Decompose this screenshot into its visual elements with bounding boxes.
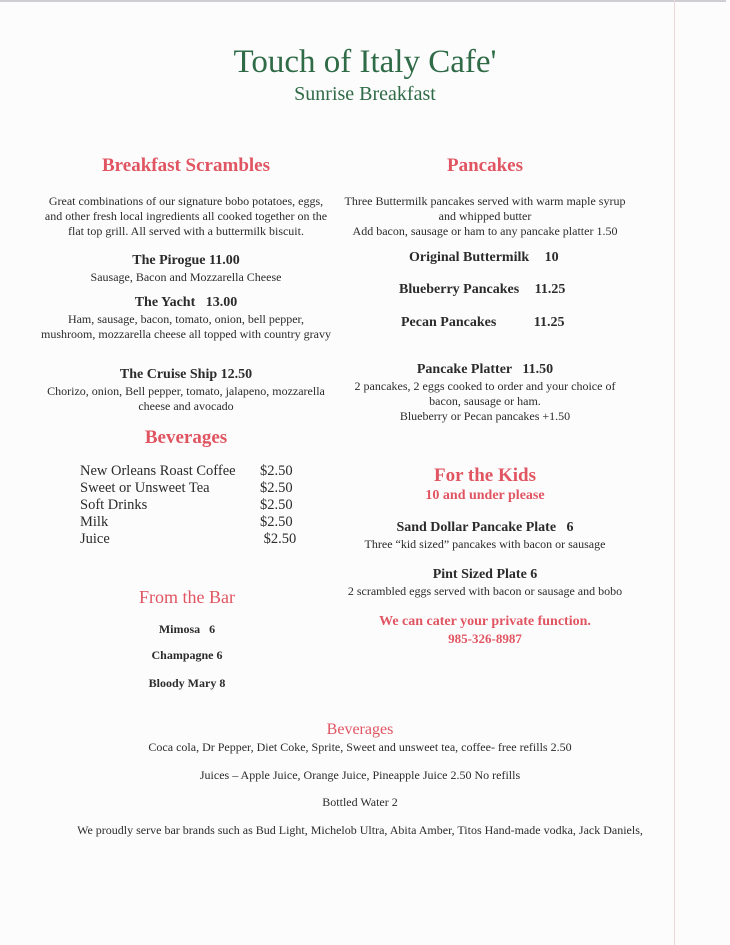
beverage-price: $2.50 (260, 531, 297, 547)
bar-item-mimosa: Mimosa 6 (158, 622, 216, 636)
beverage-row (80, 531, 310, 548)
scrambles-intro (30, 194, 342, 239)
bar-item-champagne: Champagne 6 (151, 648, 223, 662)
pancake-item-price: 10 (544, 250, 559, 265)
footer-line-water: Bottled Water 2 (322, 795, 398, 809)
scrambles-intro-line: flat top grill. All served with a buttermilk biscuit. (68, 224, 304, 238)
kids-item-desc: 2 scrambled eggs served with bacon or sausage and bobo (347, 584, 623, 598)
menu-title: Touch of Italy Cafe' (233, 44, 497, 80)
catering-note (330, 613, 640, 647)
kids-item-desc: Three “kid sized” pancakes with bacon or sausage (364, 537, 606, 551)
pancake-platter-desc: Blueberry or Pecan pancakes +1.50 (399, 409, 571, 423)
menu-item-yacht (30, 294, 342, 342)
pancake-item-pecan (401, 314, 565, 332)
menu-item-name: The Cruise Ship 12.50 (119, 367, 253, 382)
beverages-list (80, 463, 310, 548)
pancake-item-name: Pecan Pancakes (401, 315, 497, 330)
menu-item-pirogue (30, 252, 342, 285)
kids-subheading: 10 and under please (425, 488, 545, 503)
pancake-platter-name: Pancake Platter 11.50 (416, 362, 554, 377)
bar-heading: From the Bar (139, 587, 235, 607)
beverage-name: Milk (80, 514, 109, 530)
beverage-name: Soft Drinks (80, 497, 148, 513)
menu-item-desc: cheese and avocado (138, 399, 234, 413)
menu-item-desc: Ham, sausage, bacon, tomato, onion, bell pepper, (67, 312, 305, 326)
beverage-row (80, 514, 310, 531)
kids-item-sand-dollar (330, 519, 640, 552)
footer-line-bar-brands: We proudly serve bar brands such as Bud Light, Michelob Ultra, Abita Amber, Titos Hand-made vodka, Jack Daniels, (77, 823, 643, 837)
catering-line: We can cater your private function. (379, 614, 591, 629)
pancakes-intro-line: and whipped butter (438, 209, 532, 223)
scrambles-heading: Breakfast Scrambles (102, 155, 270, 176)
menu-item-cruise-ship (30, 366, 342, 414)
pancakes-heading: Pancakes (447, 155, 523, 176)
beverage-row (80, 497, 310, 514)
beverage-price: $2.50 (260, 463, 293, 479)
pancakes-intro-line: Add bacon, sausage or ham to any pancake platter 1.50 (352, 224, 618, 238)
pancake-platter-desc: 2 pancakes, 2 eggs cooked to order and your choice of (354, 379, 616, 393)
scrambles-intro-line: and other fresh local ingredients all cooked together on the (44, 209, 328, 223)
beverage-row (80, 480, 310, 497)
menu-subtitle: Sunrise Breakfast (294, 83, 436, 105)
beverage-price: $2.50 (260, 514, 293, 530)
pancakes-intro (330, 194, 640, 239)
pancake-item-name: Original Buttermilk (409, 250, 530, 265)
beverage-name: New Orleans Roast Coffee (80, 463, 236, 479)
kids-item-name: Sand Dollar Pancake Plate 6 (396, 520, 574, 535)
pancake-item-original (409, 249, 559, 267)
kids-heading: For the Kids (433, 465, 537, 486)
beverage-price: $2.50 (260, 480, 293, 496)
footer-line-juices: Juices – Apple Juice, Orange Juice, Pineapple Juice 2.50 No refills (199, 768, 521, 782)
catering-phone: 985-326-8987 (448, 631, 522, 646)
menu-item-desc: mushroom, mozzarella cheese all topped with country gravy (41, 327, 331, 341)
pancakes-intro-line: Three Buttermilk pancakes served with warm maple syrup (344, 194, 626, 208)
menu-item-name: The Pirogue 11.00 (132, 253, 240, 268)
footer-beverages-heading: Beverages (326, 721, 394, 738)
beverage-row (80, 463, 310, 480)
pancake-item-name: Blueberry Pancakes (399, 282, 520, 297)
beverage-price: $2.50 (260, 497, 293, 513)
beverage-name: Sweet or Unsweet Tea (80, 480, 210, 496)
menu-item-desc: Sausage, Bacon and Mozzarella Cheese (90, 270, 282, 284)
menu-item-name: The Yacht 13.00 (134, 295, 238, 310)
beverages-heading: Beverages (144, 427, 228, 448)
pancake-platter-desc: bacon, sausage or ham. (429, 394, 541, 408)
beverage-name: Juice (80, 531, 110, 547)
page-top-edge (0, 0, 726, 2)
kids-item-pint-sized (330, 566, 640, 599)
pancake-item-price: 11.25 (534, 282, 566, 297)
pancake-platter (330, 361, 640, 424)
kids-item-name: Pint Sized Plate 6 (432, 567, 538, 582)
scrambles-intro-line: Great combinations of our signature bobo potatoes, eggs, (48, 194, 324, 208)
footer-line-soft-drinks: Coca cola, Dr Pepper, Diet Coke, Sprite, Sweet and unsweet tea, coffee- free refills 2.50 (148, 740, 572, 754)
bar-item-bloody-mary: Bloody Mary 8 (148, 676, 226, 690)
pancake-item-price: 11.25 (533, 315, 565, 330)
pancake-item-blueberry (399, 281, 565, 299)
menu-item-desc: Chorizo, onion, Bell pepper, tomato, jalapeno, mozzarella (47, 384, 325, 398)
